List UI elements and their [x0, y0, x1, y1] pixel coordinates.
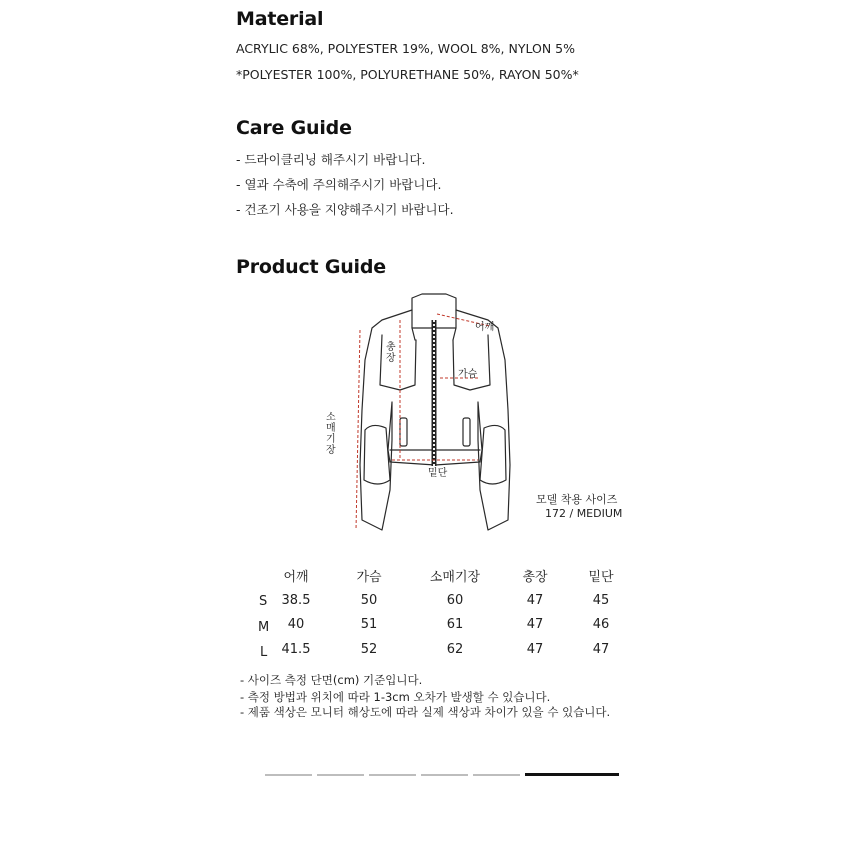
sleeve-label-char: 기: [326, 434, 336, 445]
table-cell: 51: [360, 617, 378, 632]
table-cell: 41.5: [281, 642, 311, 657]
page-indicator[interactable]: [369, 774, 416, 776]
table-header: 가슴: [356, 570, 382, 585]
sleeve-label-char: 소: [326, 412, 336, 423]
note-line: - 사이즈 측정 단면(cm) 기준입니다.: [240, 673, 423, 687]
material-line-1: ACRYLIC 68%, POLYESTER 19%, WOOL 8%, NYLON 5%: [236, 41, 575, 56]
table-cell: 46: [592, 617, 610, 632]
size-label: L: [260, 645, 268, 660]
table-cell: 52: [360, 642, 378, 657]
jacket-diagram: [320, 290, 550, 550]
table-cell: 60: [446, 593, 464, 608]
page-indicator[interactable]: [265, 774, 312, 776]
size-label: S: [259, 594, 268, 609]
table-header: 어깨: [283, 570, 309, 585]
table-header: 소매기장: [429, 570, 481, 585]
table-cell: 47: [526, 617, 544, 632]
model-size-value: 172 / MEDIUM: [545, 507, 623, 520]
care-item: - 열과 수축에 주의해주시기 바랍니다.: [236, 177, 442, 192]
model-size-label: 모델 착용 사이즈: [536, 493, 618, 506]
hem-label: 밑단: [428, 468, 448, 479]
page-indicator[interactable]: [473, 774, 520, 776]
product-guide-heading: Product Guide: [236, 256, 386, 278]
sleeve-label: [326, 412, 336, 456]
note-line: - 측정 방법과 위치에 따라 1-3cm 오차가 발생할 수 있습니다.: [240, 690, 551, 704]
care-guide-heading: Care Guide: [236, 117, 352, 139]
sleeve-label-char: 매: [326, 423, 336, 434]
table-cell: 45: [592, 593, 610, 608]
table-cell: 40: [287, 617, 305, 632]
table-cell: 62: [446, 642, 464, 657]
page-indicator[interactable]: [421, 774, 468, 776]
page-indicator[interactable]: [317, 774, 364, 776]
table-cell: 47: [592, 642, 610, 657]
material-heading: Material: [236, 8, 324, 30]
table-cell: 61: [446, 617, 464, 632]
table-cell: 47: [526, 593, 544, 608]
table-header: 총장: [522, 570, 548, 585]
sleeve-label-char: 장: [326, 445, 336, 456]
table-header: 밑단: [588, 570, 614, 585]
table-cell: 38.5: [281, 593, 311, 608]
care-item: - 드라이클리닝 해주시기 바랍니다.: [236, 152, 426, 167]
table-cell: 50: [360, 593, 378, 608]
shoulder-label: 어깨: [475, 322, 495, 333]
page-indicator-active[interactable]: [525, 773, 619, 776]
length-label: 총장: [386, 342, 396, 364]
care-item: - 건조기 사용을 지양해주시기 바랍니다.: [236, 202, 454, 217]
material-line-2: *POLYESTER 100%, POLYURETHANE 50%, RAYON 50%*: [236, 67, 579, 82]
chest-label: 가슴: [458, 369, 478, 380]
table-cell: 47: [526, 642, 544, 657]
note-line: - 제품 색상은 모니터 해상도에 따라 실제 색상과 차이가 있을 수 있습니다.: [240, 705, 611, 719]
size-label: M: [258, 620, 270, 635]
